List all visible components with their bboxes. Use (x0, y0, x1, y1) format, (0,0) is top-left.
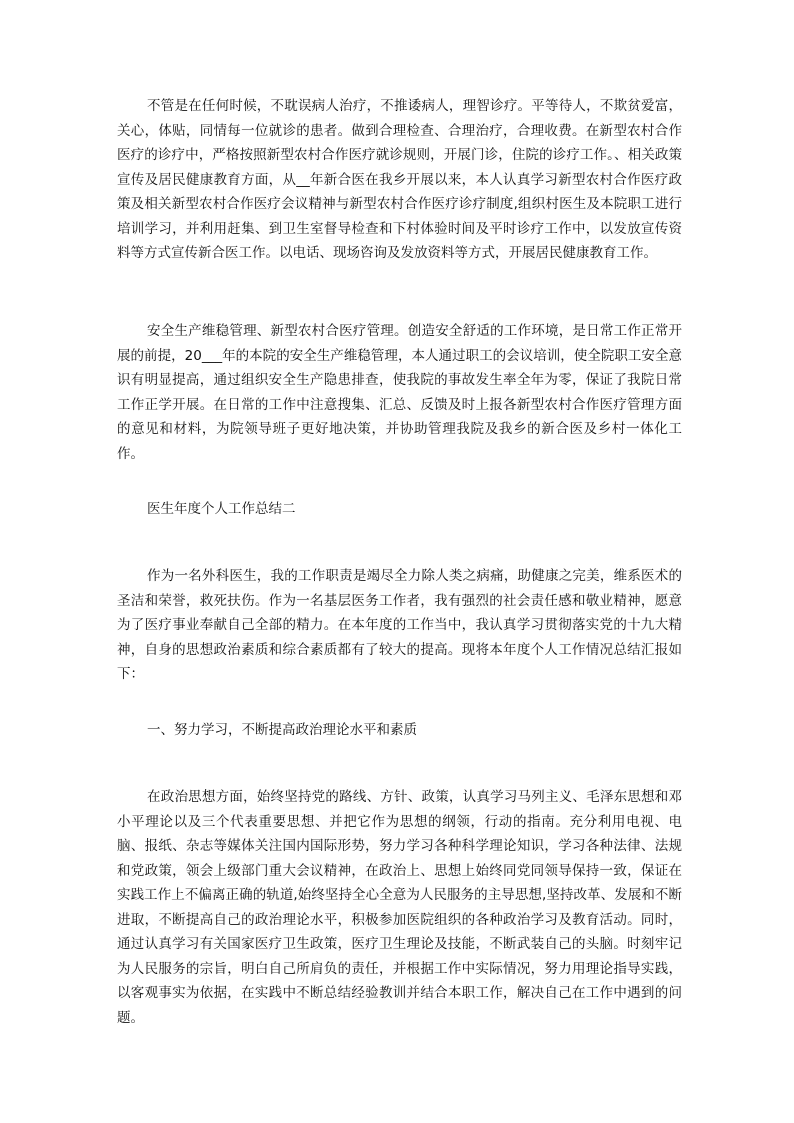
body-paragraph-safety-management: 安全生产维稳管理、新型农村合医疗管理。创造安全舒适的工作环境，是日常工作正常开展的前提，20___年的本院的安全生产维稳管理，本人通过职工的会议培训，使全院职工安全意识有明显提高，通过组织安全生产隐患排查，使我院的事故发生率全年为零，保证了我院日常工作正学开展。在日常的工作中注意搜集、汇总、反馈及时上报各新型农村合作医疗管理方面的意见和材料，为院领导班子更好地决策，并协助管理我院及我乡的新合医及乡村一体化工作。 (117, 323, 682, 462)
subsection-heading: 一、努力学习，不断提高政治理论水平和素质 (147, 722, 417, 738)
body-paragraph-rural-medical-care: 不管是在任何时候，不耽误病人治疗，不推诿病人，理智诊疗。平等待人，不欺贫爱富，关心，体贴，同情每一位就诊的患者。做到合理检查、合理治疗，合理收费。在新型农村合作医疗的诊疗中，严格按照新型农村合作医疗就诊规则，开展门诊，住院的诊疗工作。、相关政策宣传及居民健康教育方面，从__年新合医在我乡开展以来，本人认真学习新型农村合作医疗政策及相关新型农村合作医疗会议精神与新型农村合作医疗诊疗制度,组织村医生及本院职工进行培训学习，并利用赶集、到卫生室督导检查和下村体验时间及平时诊疗工作中，以发放宣传资料等方式宣传新合医工作。以电话、现场咨询及发放资料等方式，开展居民健康教育工作。 (117, 98, 682, 261)
section-title: 医生年度个人工作总结二 (147, 501, 296, 517)
body-paragraph-political-study: 在政治思想方面，始终坚持党的路线、方针、政策，认真学习马列主义、毛泽东思想和邓小平理论以及三个代表重要思想、并把它作为思想的纲领，行动的指南。充分利用电视、电脑、报纸、杂志等媒体关注国内国际形势，努力学习各种科学理论知识，学习各种法律、法规和党政策，领会上级部门重大会议精神，在政治上、思想上始终同党同领导保持一致，保证在实践工作上不偏离正确的轨道,始终坚持全心全意为人民服务的主导思想,坚持改革、发展和不断进取，不断提高自己的政治理论水平，积极参加医院组织的各种政治学习及教育活动。同时，通过认真学习有关国家医疗卫生政策，医疗卫生理论及技能，不断武装自己的头脑。时刻牢记为人民服务的宗旨，明白自己所肩负的责任，并根据工作中实际情况，努力用理论指导实践，以客观事实为依据，在实践中不断总结经验教训并结合本职工作，解决自己在工作中遇到的问题。 (117, 789, 682, 1026)
body-paragraph-introduction: 作为一名外科医生，我的工作职责是竭尽全力除人类之病痛，助健康之完美，维系医术的圣洁和荣誉，救死扶伤。作为一名基层医务工作者，我有强烈的社会责任感和敬业精神，愿意为了医疗事业奉献自己全部的精力。在本年度的工作当中，我认真学习贯彻落实党的十九大精神，自身的思想政治素质和综合素质都有了较大的提高。现将本年度个人工作情况总结汇报如下： (117, 568, 682, 682)
